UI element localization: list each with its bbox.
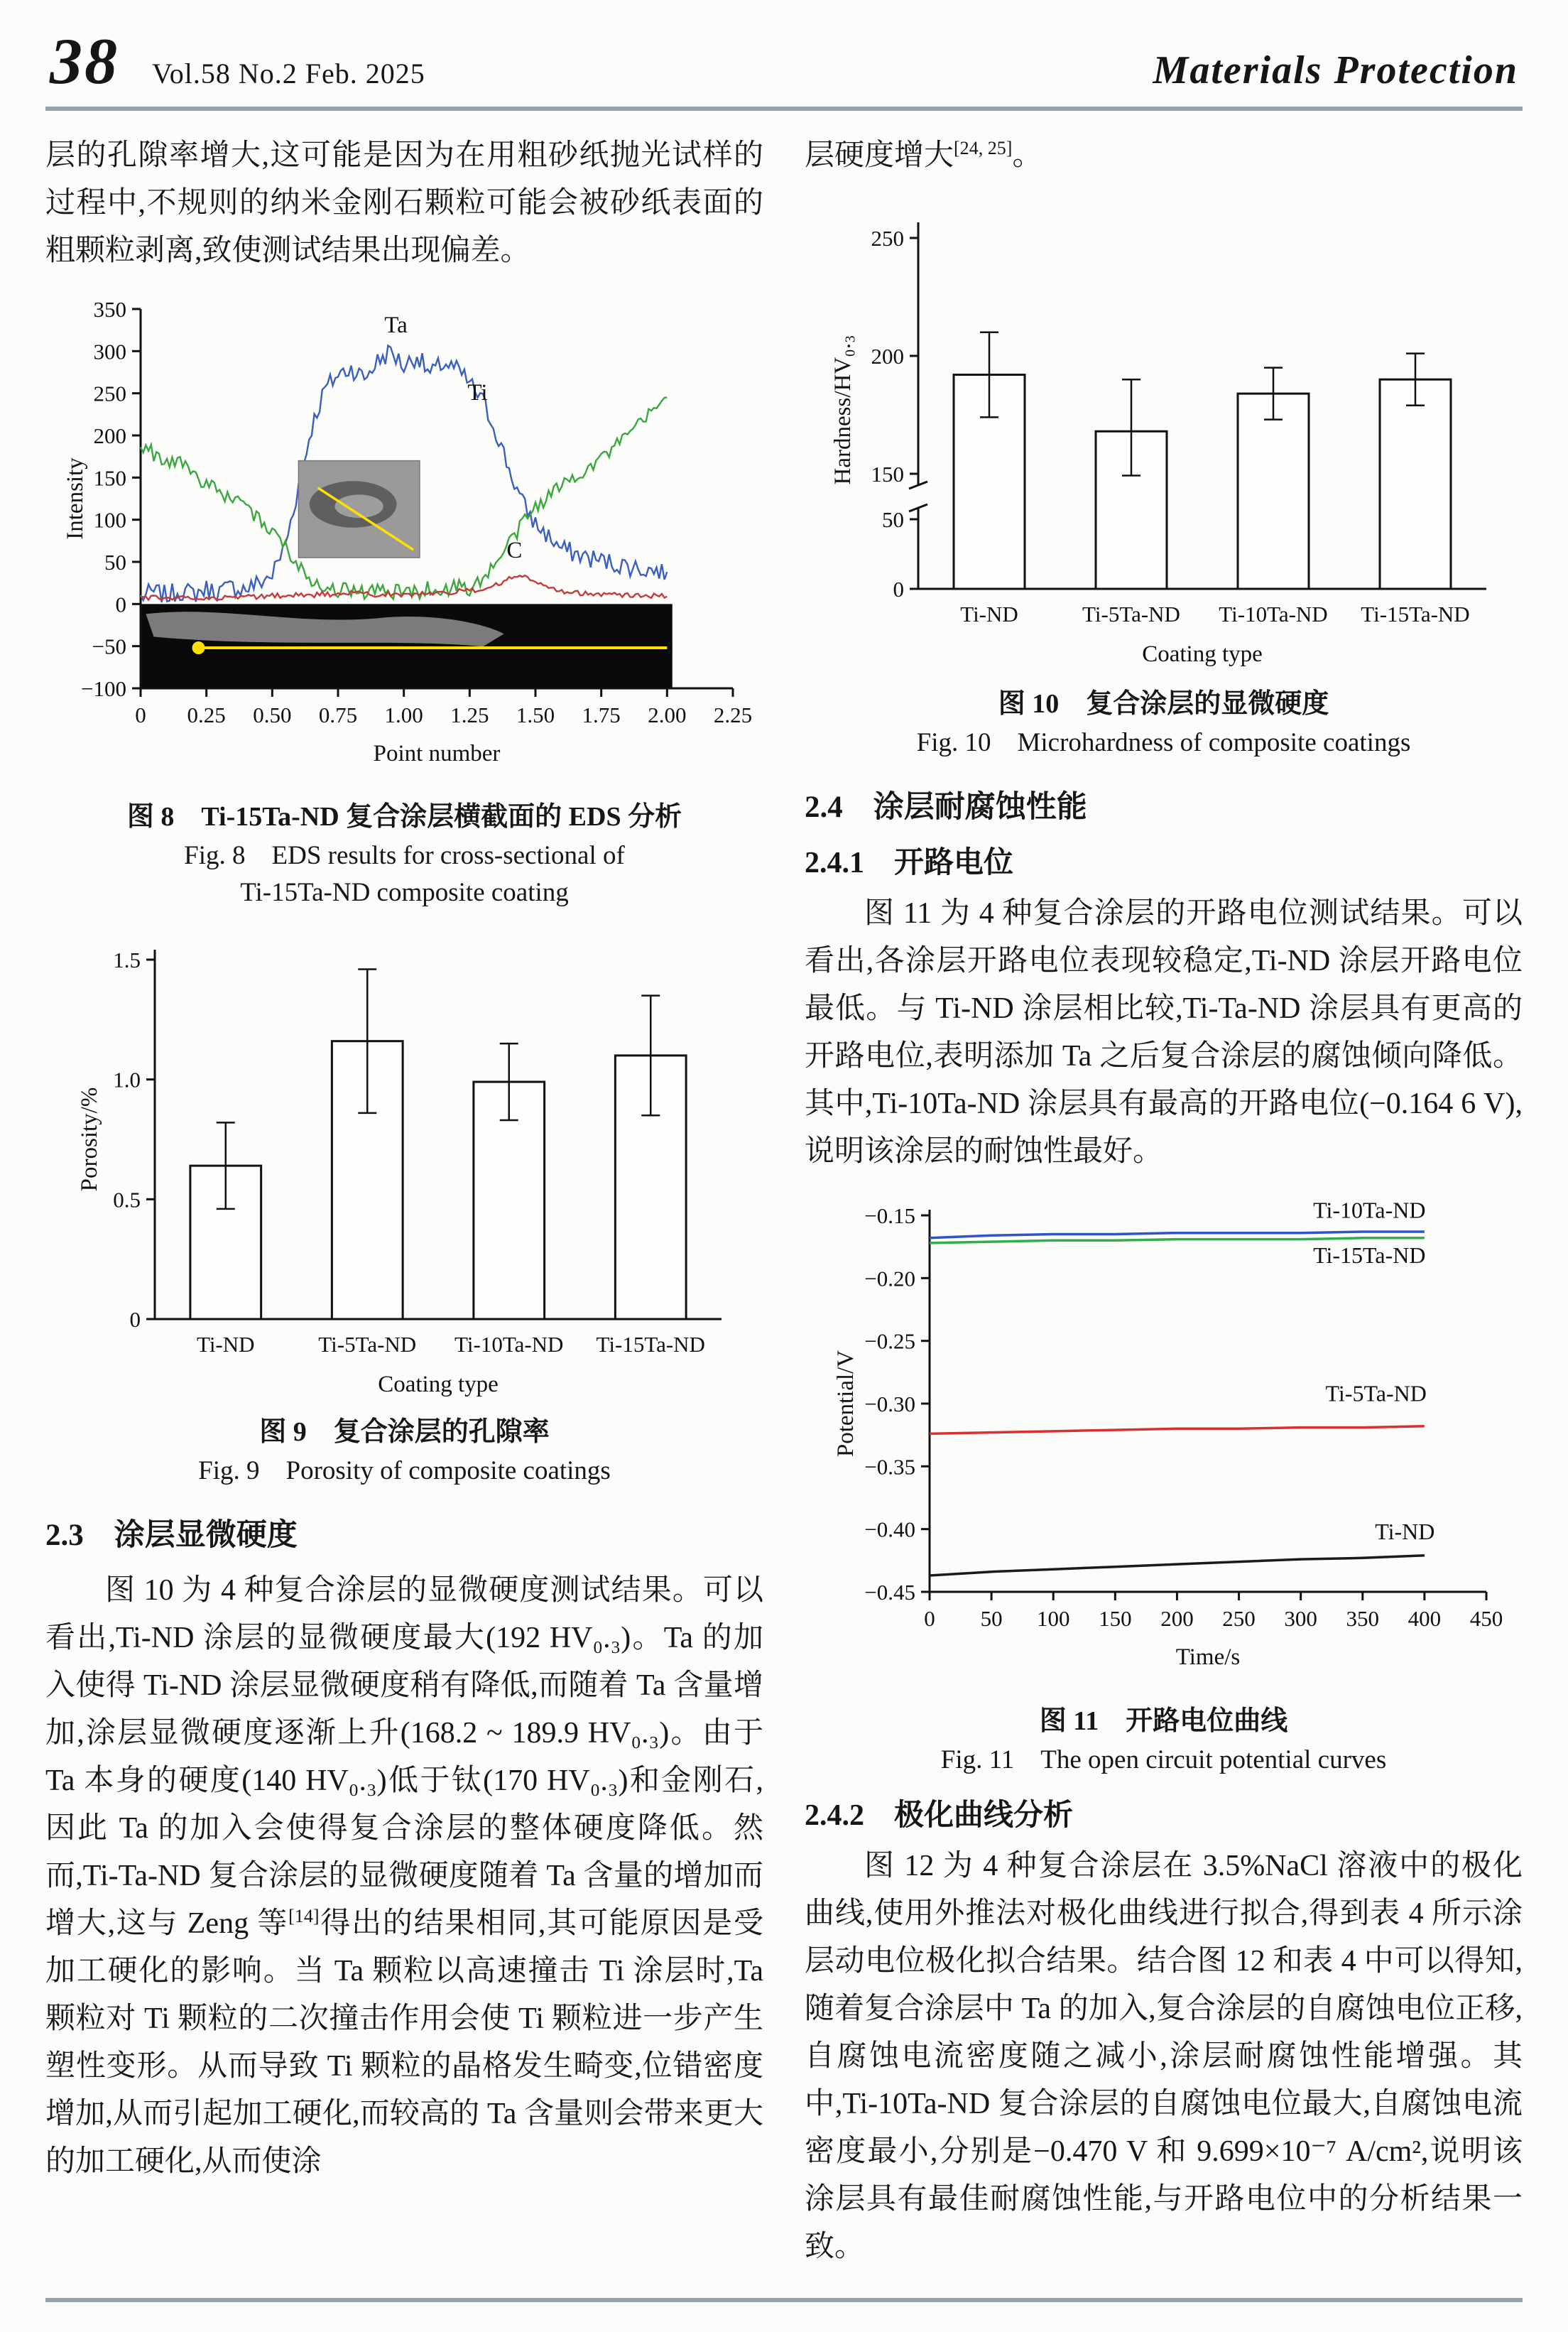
svg-text:200: 200 [871, 344, 904, 369]
svg-text:200: 200 [93, 423, 126, 448]
fig8-caption-en-line1: Fig. 8 EDS results for cross-sectional of [184, 841, 625, 870]
svg-text:0.25: 0.25 [187, 703, 226, 727]
citation-ref-14: [14] [288, 1906, 320, 1926]
paragraph-section-2-4-1: 图 11 为 4 种复合涂层的开路电位测试结果。可以看出,各涂层开路电位表现较稳定,Ti-ND 涂层开路电位最低。与 Ti-ND 涂层相比较,Ti-Ta-ND 涂层具有更高的开路电位,表明添加 Ta 之后复合涂层的腐蚀倾向降低。其中,Ti-10Ta-ND 涂层具有最高的开路电位(−0.164 6 V),说明该涂层的耐蚀性最好。 [805, 897, 1523, 1168]
svg-text:0: 0 [134, 703, 146, 727]
left-column [45, 132, 763, 2271]
paragraph-continuation [805, 132, 1523, 180]
fig9-porosity-chart [45, 930, 763, 1406]
svg-text:Ti-ND: Ti-ND [196, 1332, 255, 1357]
svg-text:−0.40: −0.40 [864, 1517, 915, 1542]
svg-text:Ti-ND: Ti-ND [959, 602, 1018, 627]
section-2-4-heading: 2.4 涂层耐腐蚀性能 [805, 791, 1087, 824]
fig8-eds-chart [45, 293, 763, 791]
svg-text:50: 50 [881, 507, 904, 532]
fig11-caption [805, 1701, 1523, 1779]
fig9-caption-zh: 图 9 复合涂层的孔隙率 [259, 1417, 550, 1447]
svg-text:2.25: 2.25 [713, 703, 752, 727]
svg-text:Ti-10Ta-ND: Ti-10Ta-ND [454, 1332, 563, 1357]
svg-text:200: 200 [1160, 1606, 1194, 1631]
svg-text:2.00: 2.00 [647, 703, 686, 727]
svg-text:250: 250 [1221, 1606, 1256, 1631]
fig10-caption-en: Fig. 10 Microhardness of composite coatings [916, 728, 1411, 757]
svg-text:−0.30: −0.30 [864, 1392, 915, 1416]
fig11-caption-en: Fig. 11 The open circuit potential curves [940, 1745, 1387, 1774]
svg-text:−0.20: −0.20 [864, 1266, 915, 1291]
svg-text:Hardness/HV₀.₃: Hardness/HV₀.₃ [829, 335, 856, 485]
figure-9 [45, 930, 763, 1490]
svg-text:400: 400 [1408, 1606, 1441, 1631]
svg-text:300: 300 [1283, 1606, 1317, 1631]
svg-text:Ti-15Ta-ND: Ti-15Ta-ND [596, 1332, 705, 1357]
svg-text:Ti-ND: Ti-ND [1374, 1518, 1434, 1544]
figure-11 [805, 1194, 1523, 1779]
svg-text:1.75: 1.75 [582, 703, 621, 727]
page-body [45, 132, 1523, 2271]
svg-text:Ti-15Ta-ND: Ti-15Ta-ND [1312, 1242, 1425, 1269]
svg-text:Ti-5Ta-ND: Ti-5Ta-ND [317, 1332, 416, 1357]
svg-text:150: 150 [1098, 1606, 1132, 1631]
svg-text:Ti-10Ta-ND: Ti-10Ta-ND [1312, 1197, 1425, 1223]
right-column [805, 132, 1523, 2271]
svg-text:Potential/V: Potential/V [832, 1350, 859, 1458]
svg-text:150: 150 [871, 462, 904, 487]
svg-text:Coating type: Coating type [377, 1372, 499, 1397]
svg-text:Porosity/%: Porosity/% [76, 1087, 102, 1192]
svg-text:Time/s: Time/s [1175, 1644, 1240, 1670]
svg-text:−50: −50 [92, 634, 126, 659]
fig10-caption [805, 683, 1523, 761]
paragraph-text: 图 10 为 4 种复合涂层的显微硬度测试结果。可以看出,Ti-ND 涂层的显微硬度最大(192 HV₀.₃)。Ta 的加入使得 Ti-ND 涂层显微硬度稍有降低,而随着 Ta 含量增加,涂层显微硬度逐渐上升(168.2 ~ 189.9 HV₀.₃)。由于 Ta 本身的硬度(140 HV₀.₃)低于钛(170 HV₀.₃)和金刚石,因此 Ta 的加入会使得复合涂层的整体硬度降低。然而,Ti-Ta-ND 复合涂层的显微硬度随着 Ta 含量的增加而增大,这与 Zeng 等 [45, 1574, 763, 1940]
svg-text:1.0: 1.0 [112, 1067, 141, 1092]
fig8-caption-en-line2: Ti-15Ta-ND composite coating [240, 878, 569, 907]
fig9-caption [45, 1411, 763, 1490]
svg-text:1.25: 1.25 [450, 703, 489, 727]
svg-text:Intensity: Intensity [62, 457, 88, 540]
svg-text:−0.35: −0.35 [864, 1454, 915, 1480]
svg-text:C: C [506, 538, 522, 564]
svg-text:0.50: 0.50 [252, 703, 291, 727]
fig11-ocp-chart [805, 1194, 1523, 1695]
citation-ref-24-25: [24, 25] [954, 138, 1013, 158]
section-2-3-heading: 2.3 涂层显微硬度 [45, 1519, 298, 1552]
svg-text:0: 0 [893, 577, 904, 602]
svg-text:−0.15: −0.15 [864, 1203, 915, 1228]
figure-8 [45, 293, 763, 911]
svg-text:Ti: Ti [467, 380, 488, 406]
page-number: 38 [50, 25, 119, 97]
svg-text:100: 100 [1036, 1606, 1069, 1631]
svg-text:0: 0 [115, 592, 126, 617]
section-2-4-1-heading: 2.4.1 开路电位 [805, 847, 1014, 879]
paragraph-section-2-4-2: 图 12 为 4 种复合涂层在 3.5%NaCl 溶液中的极化曲线,使用外推法对极化曲线进行拟合,得到表 4 所示涂层动电位极化拟合结果。结合图 12 和表 4 中可以得知,随着复合涂层中 Ta 的加入,复合涂层的自腐蚀电位正移,自腐蚀电流密度随之减小,涂层耐腐蚀性能增强。其中,Ti-10Ta-ND 复合涂层的自腐蚀电位最大,自腐蚀电流密度最小,分别是−0.470 V 和 9.699×10⁻⁷ A/cm²,说明该涂层具有最佳耐腐蚀性能,与开路电位中的分析结果一致。 [805, 1850, 1523, 2263]
fig10-hardness-chart [805, 198, 1523, 678]
svg-text:300: 300 [93, 339, 126, 364]
journal-name: Materials Protection [1153, 48, 1518, 92]
figure-10 [805, 198, 1523, 761]
footer-rule [45, 2298, 1523, 2302]
svg-text:−0.45: −0.45 [864, 1580, 915, 1605]
page-header [45, 21, 1523, 99]
svg-text:0.75: 0.75 [318, 703, 357, 727]
svg-text:350: 350 [93, 297, 126, 322]
paragraph-text: 。 [1012, 139, 1042, 172]
svg-text:100: 100 [93, 507, 126, 533]
svg-text:50: 50 [104, 550, 126, 575]
fig8-caption-zh: 图 8 Ti-15Ta-ND 复合涂层横截面的 EDS 分析 [126, 802, 682, 832]
svg-text:Ti-10Ta-ND: Ti-10Ta-ND [1218, 602, 1328, 627]
svg-text:1.00: 1.00 [384, 703, 423, 727]
svg-text:1.5: 1.5 [112, 948, 141, 972]
svg-text:Coating type: Coating type [1141, 641, 1263, 667]
fig8-caption [45, 796, 763, 911]
svg-text:250: 250 [93, 381, 126, 406]
section-2-4-2-heading: 2.4.2 极化曲线分析 [805, 1799, 1074, 1832]
svg-text:0: 0 [129, 1307, 141, 1332]
svg-text:Ti-15Ta-ND: Ti-15Ta-ND [1360, 602, 1470, 627]
svg-text:0.5: 0.5 [112, 1187, 141, 1213]
svg-text:Ta: Ta [383, 313, 408, 339]
svg-text:50: 50 [980, 1606, 1003, 1631]
svg-text:Point number: Point number [373, 741, 500, 766]
paragraph-continuation: 层的孔隙率增大,这可能是因为在用粗砂纸抛光试样的过程中,不规则的纳米金刚石颗粒可能会被砂纸表面的粗颗粒剥离,致使测试结果出现偏差。 [45, 139, 763, 267]
svg-text:0: 0 [923, 1606, 935, 1631]
paragraph-section-2-3 [45, 1567, 763, 2186]
svg-text:Ti-5Ta-ND: Ti-5Ta-ND [1325, 1380, 1427, 1406]
header-rule [45, 107, 1523, 111]
svg-text:350: 350 [1346, 1606, 1379, 1631]
fig11-caption-zh: 图 11 开路电位曲线 [1039, 1706, 1288, 1736]
issue-info: Vol.58 No.2 Feb. 2025 [152, 58, 425, 90]
svg-text:Ti-5Ta-ND: Ti-5Ta-ND [1082, 602, 1180, 627]
svg-text:1.50: 1.50 [516, 703, 555, 727]
fig9-caption-en: Fig. 9 Porosity of composite coatings [198, 1456, 611, 1485]
svg-text:250: 250 [871, 226, 904, 251]
paragraph-text: 得出的结果相同,其可能原因是受加工硬化的影响。当 Ta 颗粒以高速撞击 Ti 涂层时,Ta 颗粒对 Ti 颗粒的二次撞击作用会使 Ti 颗粒进一步产生塑性变形。从而导致 Ti 颗粒的晶格发生畸变,位错密度增加,从而引起加工硬化,而较高的 Ta 含量则会带来更大的加工硬化,从而使涂 [45, 1907, 763, 2178]
svg-text:−0.25: −0.25 [864, 1328, 915, 1354]
svg-text:150: 150 [93, 465, 126, 491]
fig10-caption-zh: 图 10 复合涂层的显微硬度 [998, 689, 1329, 719]
svg-text:450: 450 [1469, 1606, 1503, 1631]
svg-text:−100: −100 [80, 676, 126, 701]
paragraph-text: 层硬度增大 [805, 139, 954, 172]
